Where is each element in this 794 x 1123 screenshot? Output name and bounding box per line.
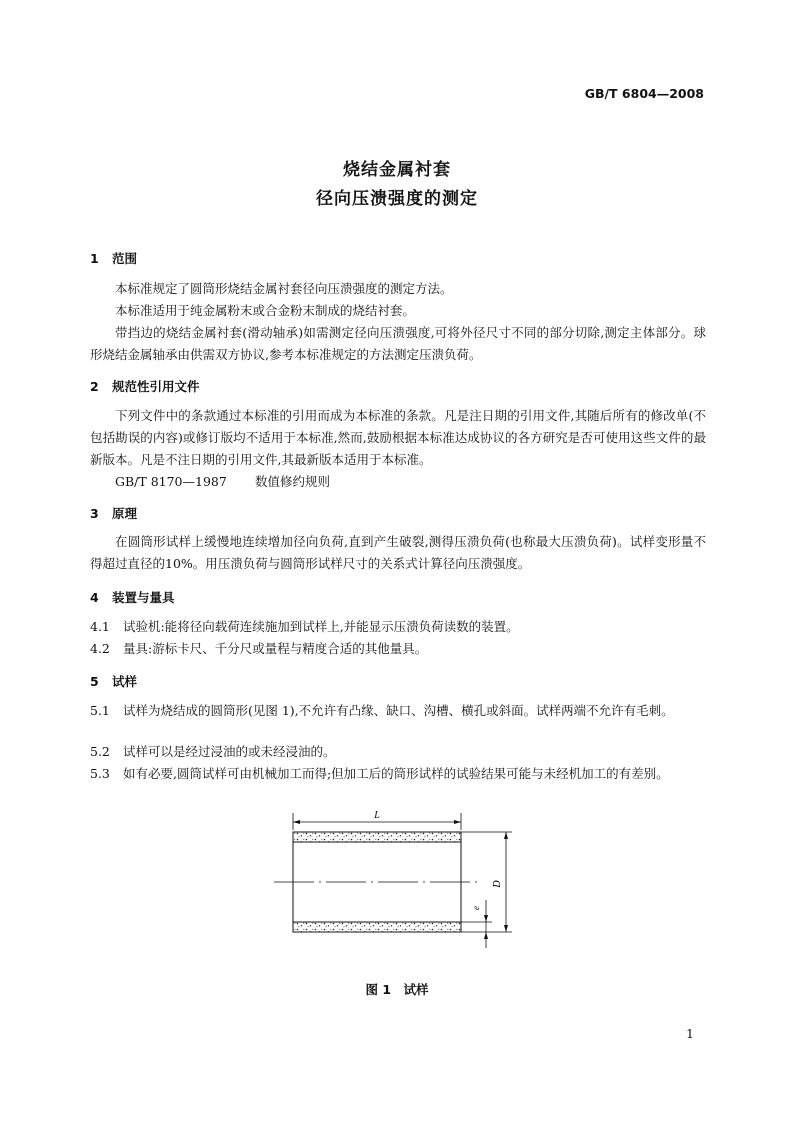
section-1-para-2: 本标准适用于纯金属粉末或合金粉末制成的烧结衬套。	[115, 303, 416, 318]
section-title: 范围	[112, 251, 138, 266]
label-L: L	[374, 810, 380, 821]
clause-number: 5.1	[90, 703, 110, 718]
label-D: D	[492, 880, 503, 888]
arrow-D-top	[504, 832, 508, 839]
clause-5-3	[90, 763, 706, 785]
section-title: 装置与量具	[112, 590, 175, 605]
section-3-heading	[90, 504, 137, 522]
figure-1-caption: 图 1 试样	[365, 982, 429, 997]
section-2-para-1: 下列文件中的条款通过本标准的引用而成为本标准的条款。凡是注日期的引用文件,其随后所有的修改单(不包括勘误的内容)或修订版均不适用于本标准,然而,鼓励根据本标准达成协议的各方研究是否可使用这些文件的最新版本。凡是不注日期的引用文件,其最新版本适用于本标准。	[90, 408, 706, 467]
section-1-para-1: 本标准规定了圆筒形烧结金属衬套径向压溃强度的测定方法。	[115, 281, 453, 296]
clause-text: 试验机:能将径向载荷连续施加到试样上,并能显示压溃负荷读数的装置。	[123, 619, 519, 634]
arrow-L-left	[293, 820, 300, 824]
section-title: 原理	[112, 506, 138, 521]
clause-number: 5.3	[90, 766, 110, 781]
figure-1-specimen-drawing	[260, 808, 530, 968]
section-number: 3	[90, 506, 99, 521]
normative-reference	[90, 471, 706, 493]
section-3-para-1: 在圆筒形试样上缓慢地连续增加径向负荷,直到产生破裂,测得压溃负荷(也称最大压溃负荷)。试样变形量不得超过直径的10%。用压溃负荷与圆筒形试样尺寸的关系式计算径向压溃强度。	[90, 534, 706, 571]
reference-title: 数值修约规则	[255, 474, 331, 489]
specimen-wall-top	[293, 832, 461, 842]
arrow-e-bottom	[484, 932, 488, 939]
specimen-wall-bottom	[293, 922, 461, 932]
arrow-e-top	[484, 915, 488, 922]
section-number: 5	[90, 674, 99, 689]
doc-title-line2: 径向压溃强度的测定	[316, 189, 478, 209]
section-number: 2	[90, 379, 99, 394]
section-number: 1	[90, 251, 99, 266]
section-title: 规范性引用文件	[112, 379, 200, 394]
section-number: 4	[90, 590, 99, 605]
section-title: 试样	[112, 674, 138, 689]
clause-text: 试样可以是经过浸油的或未经浸油的。	[123, 744, 336, 759]
clause-text: 试样为烧结成的圆筒形(见图 1),不允许有凸缘、缺口、沟槽、横孔或斜面。试样两端不允许有毛刺。	[123, 703, 674, 718]
clause-5-1	[90, 700, 706, 722]
page-number: 1	[686, 1026, 694, 1041]
section-2-heading	[90, 377, 200, 395]
standard-code: GB/T 6804—2008	[584, 86, 704, 101]
clause-4-2	[90, 638, 706, 660]
section-1-heading	[90, 249, 137, 267]
clause-text: 如有必要,圆筒试样可由机械加工而得;但加工后的筒形试样的试验结果可能与未经机加工的有差别。	[123, 766, 669, 781]
label-e: e	[471, 906, 481, 910]
clause-number: 4.1	[90, 619, 110, 634]
arrow-L-right	[454, 820, 461, 824]
section-4-heading	[90, 588, 175, 606]
clause-number: 4.2	[90, 641, 110, 656]
clause-number: 5.2	[90, 744, 110, 759]
section-5-heading	[90, 672, 137, 690]
reference-code: GB/T 8170—1987	[115, 474, 227, 489]
clause-text: 量具:游标卡尺、千分尺或量程与精度合适的其他量具。	[123, 641, 428, 656]
section-1-para-3: 带挡边的烧结金属衬套(滑动轴承)如需测定径向压溃强度,可将外径尺寸不同的部分切除,测定主体部分。球形烧结金属轴承由供需双方协议,参考本标准规定的方法测定压溃负荷。	[90, 325, 706, 362]
clause-5-2	[90, 741, 706, 763]
arrow-D-bottom	[504, 925, 508, 932]
doc-title-line1: 烧结金属衬套	[343, 160, 451, 180]
clause-4-1	[90, 616, 706, 638]
